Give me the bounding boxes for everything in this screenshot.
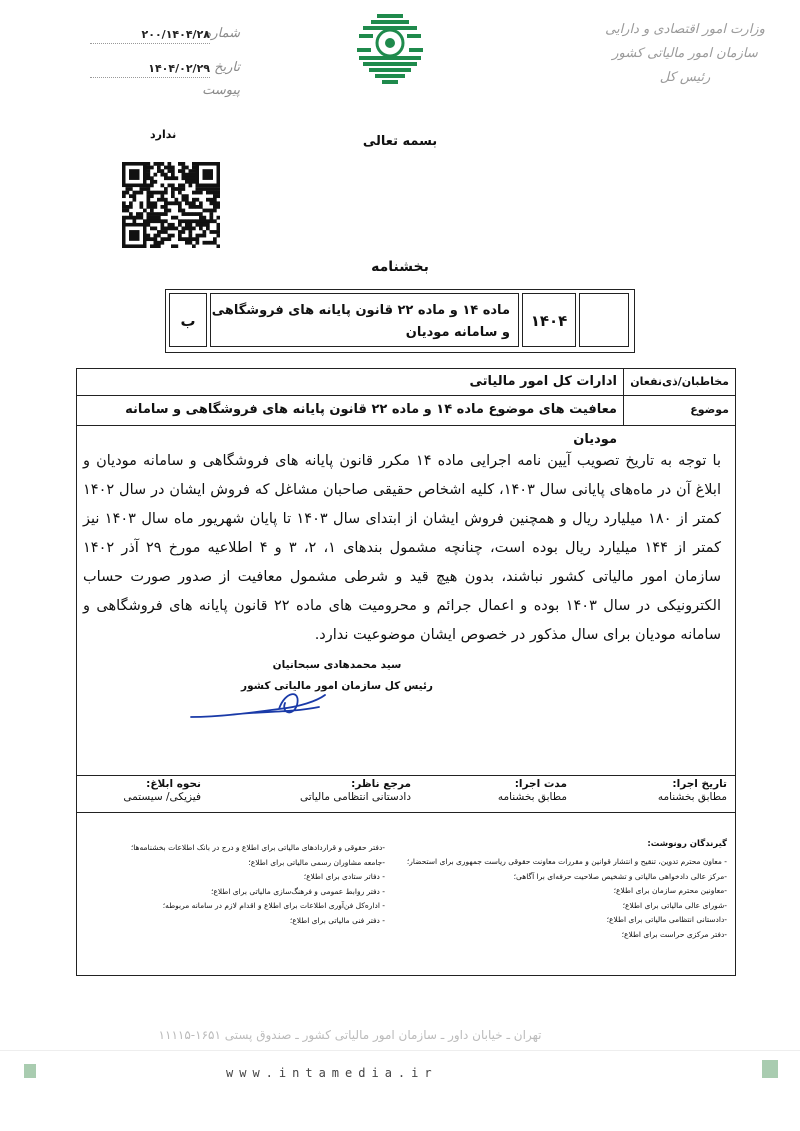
cc-label: گیرندگان رونوشت:: [647, 839, 727, 849]
exec-method-label: نحوه ابلاغ:: [146, 778, 201, 790]
date-label: تاریخ: [214, 60, 240, 75]
signatory-position: رئیس کل سازمان امور مالیاتی کشور: [241, 680, 433, 692]
exec-method: [123, 778, 201, 803]
head-title: رئیس کل: [659, 70, 711, 85]
ministry-name: وزارت امور اقتصادی و دارایی: [605, 22, 765, 37]
footer-square-left: [24, 1064, 36, 1078]
cc-list-right: [397, 855, 727, 942]
list-item: -مرکز عالی دادخواهی مالیاتی و تشخیص صلاحیت حرفه‌ای برا آگاهی؛: [513, 871, 727, 881]
ref-year: ۱۴۰۴: [522, 293, 576, 347]
reference-box: [165, 289, 635, 353]
circular-frame: [76, 368, 736, 976]
cc-list-left: [85, 841, 385, 928]
list-item: - دفتر روابط عمومی و فرهنگ‌سازی مالیاتی برای اطلاع؛: [211, 886, 385, 896]
list-item: - معاون محترم تدوین، تنقیح و انتشار قوانین و مقررات معاونت حقوقی ریاست جمهوری برای استحضار؛: [406, 857, 727, 866]
footer-address: تهران ـ خیابان داور ـ سازمان امور مالیاتی کشور ـ صندوق پستی ۱۶۵۱-۱۱۱۱۵: [158, 1028, 542, 1042]
list-item: - اداره‌کل فن‌آوری اطلاعات برای اطلاع و اقدام لازم در سامانه مربوطه؛: [162, 901, 385, 910]
bismillah: بسمه تعالی: [362, 134, 438, 149]
intamedia-emblem-icon: [355, 12, 425, 86]
handwritten-signature-icon: [189, 687, 329, 725]
footer-square-right: [762, 1060, 778, 1078]
exec-date-value: مطابق بخشنامه: [657, 791, 727, 803]
exec-period: [498, 778, 567, 803]
ref-code: ب: [169, 293, 207, 347]
list-item: -دادستانی انتظامی مالیاتی برای اطلاع؛: [606, 915, 727, 924]
exec-date: [658, 778, 727, 803]
exec-method-value: فیزیکی/ سیستمی: [123, 791, 201, 803]
list-item: -جامعه مشاوران رسمی مالیاتی برای اطلاع؛: [248, 857, 385, 867]
subject-row: [77, 395, 735, 447]
list-item: -شورای عالی مالیاتی برای اطلاع؛: [622, 900, 727, 910]
addressee-label: مخاطبان/ذی‌نفعان: [623, 369, 735, 395]
organization-name: سازمان امور مالیاتی کشور: [612, 46, 758, 61]
exec-authority: [300, 778, 411, 803]
ref-subject-line2: و سامانه مودیان: [405, 325, 510, 340]
date-value: ۱۴۰۴/۰۲/۲۹: [148, 62, 210, 75]
exec-authority-label: مرجع ناظر:: [351, 778, 411, 790]
ref-subject-line1: ماده ۱۴ و ماده ۲۲ قانون پایانه های فروشگاهی: [211, 303, 510, 318]
number-label: شماره: [204, 26, 240, 41]
qr-code-icon: [122, 162, 220, 248]
exec-period-label: مدت اجرا:: [514, 778, 567, 790]
attachment-value: ندارد: [150, 128, 177, 141]
ref-empty-cell: [579, 293, 629, 347]
addressee-row: [77, 369, 735, 396]
letterhead-ministry: [600, 18, 770, 90]
subject-label: موضوع: [623, 395, 735, 425]
circular-body: با توجه به تاریخ تصویب آیین نامه اجرایی ماده ۱۴ مکرر قانون پایانه های فروشگاهی و سامانه مودیان و ابلاغ آن در ماه‌های پایانی سال ۱۴۰۳، کلیه اشخاص حقیقی صاحبان مشاغل که فروش ایشان در سال ۱۴۰۲ کمتر از ۱۸۰ میلیارد ریال و همچنین فروش ایشان از ابتدای سال ۱۴۰۳ تا پایان شهریور ماه سال ۱۴۰۳ نیز کمتر از ۱۴۴ میلیارد ریال بوده است، چنانچه مشمول بندهای ۱، ۲، ۳ و ۴ اطلاعیه مورخ ۲۹ آذر ۱۴۰۲ سازمان امور مالیاتی کشور نباشند، بدون هیچ قید و شرطی مشمول معافیت از صدور صورت حساب الکترونیکی در سال ۱۴۰۳ بوده و اعمال جرائم و محرومیت های ماده ۲۲ قانون پایانه های فروشگاهی و سامانه مودیان برای سال مذکور در خصوص ایشان موضوعیت ندارد.: [83, 453, 721, 643]
number-value: ۲۰۰/۱۴۰۴/۲۸: [141, 28, 210, 41]
subject-value: معافیت های موضوع ماده ۱۴ و ماده ۲۲ قانون پایانه های فروشگاهی و سامانه مودیان: [125, 402, 617, 447]
exec-authority-value: دادستانی انتظامی مالیاتی: [299, 791, 411, 803]
letter-meta: [90, 26, 240, 106]
list-item: -دفتر مرکزی حراست برای اطلاع؛: [621, 929, 727, 939]
execution-row: [77, 775, 735, 813]
footer-divider: [0, 1050, 800, 1051]
list-item: - دفتر فنی مالیاتی برای اطلاع؛: [289, 915, 385, 925]
list-item: -معاونین محترم سازمان برای اطلاع؛: [613, 886, 727, 895]
attachment-label: پیوست: [202, 83, 240, 98]
list-item: -دفتر حقوقی و قراردادهای مالیاتی برای اطلاع و درج در بانک اطلاعات بخشنامه‌ها؛: [130, 843, 385, 852]
document-title: بخشنامه: [371, 259, 429, 275]
list-item: - دفاتر ستادی برای اطلاع؛: [303, 872, 385, 881]
exec-period-value: مطابق بخشنامه: [497, 791, 567, 803]
exec-date-label: تاریخ اجرا:: [672, 778, 727, 790]
website-link[interactable]: www.intamedia.ir: [226, 1066, 438, 1080]
addressee-value: ادارات کل امور مالیاتی: [469, 374, 617, 389]
ref-subject: [210, 293, 519, 347]
signatory-name: سید محمدهادی سبحانیان: [272, 659, 402, 671]
